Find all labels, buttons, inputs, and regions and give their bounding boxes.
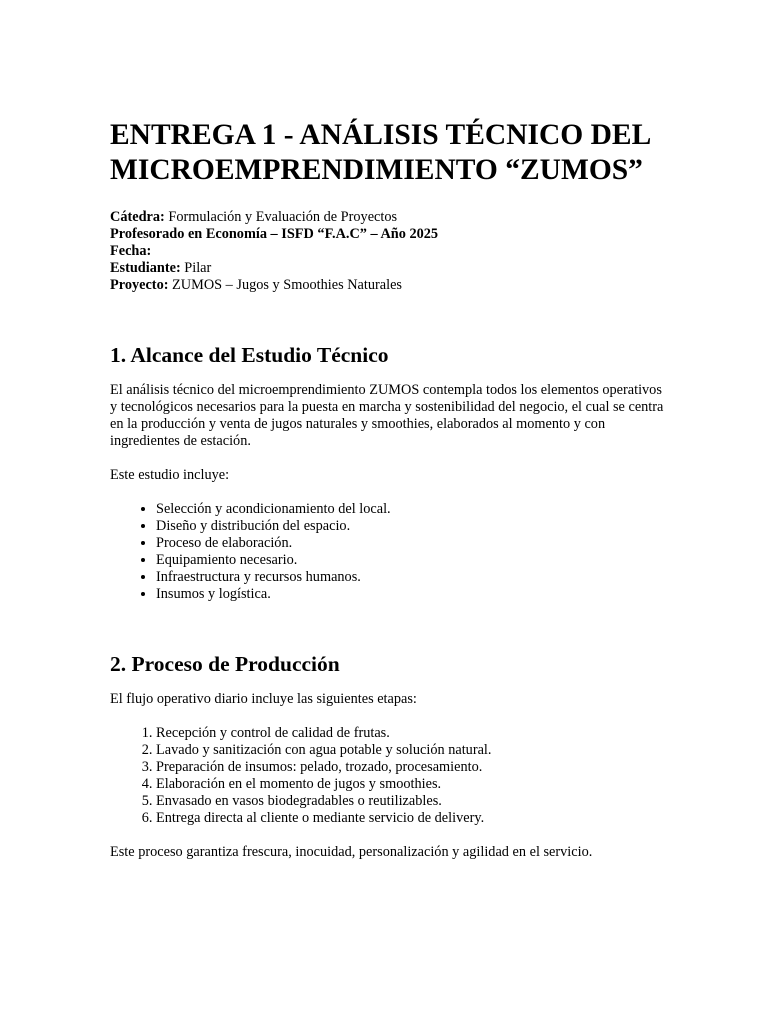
estudiante-line	[110, 260, 670, 277]
list-intro: Este estudio incluye:	[110, 467, 230, 483]
fecha-label: Fecha:	[110, 243, 152, 259]
numbered-list	[110, 725, 670, 827]
section-alcance	[110, 342, 670, 603]
list-item: • Insumos y logística.	[156, 586, 670, 603]
section-heading: 2. Proceso de Producción	[110, 652, 340, 676]
list-item: 5. Envasado en vasos biodegradables o reutilizables.	[156, 793, 670, 810]
bullet-list	[110, 501, 670, 603]
list-item: • Proceso de elaboración.	[156, 535, 670, 552]
list-item: 2. Lavado y sanitización con agua potable y solución natural.	[156, 742, 670, 759]
estudiante-label: Estudiante:	[110, 260, 181, 276]
closing-paragraph: Este proceso garantiza frescura, inocuidad, personalización y agilidad en el servicio.	[110, 844, 593, 860]
list-item: • Selección y acondicionamiento del local.	[156, 501, 670, 518]
document-page	[110, 118, 670, 861]
list-item: • Equipamiento necesario.	[156, 552, 670, 569]
profesorado-line	[110, 226, 670, 243]
catedra-value: Formulación y Evaluación de Proyectos	[164, 209, 398, 225]
list-item: 4. Elaboración en el momento de jugos y smoothies.	[156, 776, 670, 793]
fecha-line	[110, 243, 670, 260]
estudiante-value: Pilar	[180, 260, 212, 276]
list-intro: El flujo operativo diario incluye las siguientes etapas:	[110, 691, 417, 707]
list-item: 6. Entrega directa al cliente o mediante servicio de delivery.	[156, 810, 670, 827]
list-item: 3. Preparación de insumos: pelado, trozado, procesamiento.	[156, 759, 670, 776]
list-item: 1. Recepción y control de calidad de frutas.	[156, 725, 670, 742]
profesorado-text: Profesorado en Economía – ISFD “F.A.C” – Año 2025	[110, 226, 439, 242]
catedra-line	[110, 209, 670, 226]
proyecto-label: Proyecto:	[110, 277, 169, 293]
document-metadata	[110, 209, 670, 294]
section-paragraph: El análisis técnico del microemprendimiento ZUMOS contempla todos los elementos operativos y tecnológicos necesarios para la puesta en marcha y sostenibilidad del negocio, el cual se centra en la producción y venta de jugos naturales y smoothies, elaborados al momento y con ingredientes de estación.	[110, 382, 664, 449]
proyecto-value: ZUMOS – Jugos y Smoothies Naturales	[168, 277, 402, 293]
document-title: ENTREGA 1 - ANÁLISIS TÉCNICO DEL MICROEMPRENDIMIENTO “ZUMOS”	[110, 119, 650, 186]
section-heading: 1. Alcance del Estudio Técnico	[110, 343, 389, 367]
section-proceso	[110, 651, 670, 861]
list-item: • Diseño y distribución del espacio.	[156, 518, 670, 535]
proyecto-line	[110, 277, 670, 294]
list-item: • Infraestructura y recursos humanos.	[156, 569, 670, 586]
catedra-label: Cátedra:	[110, 209, 165, 225]
